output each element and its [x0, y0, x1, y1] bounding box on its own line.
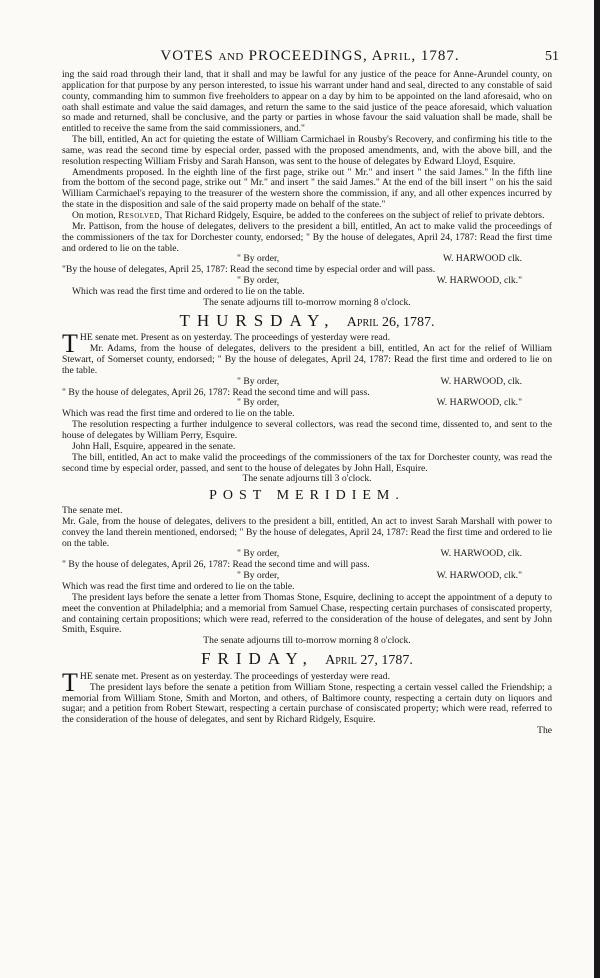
paragraph: Which was read the first time and ordered to lie on the table.: [62, 580, 295, 592]
by-order: " By order,: [237, 397, 280, 409]
running-header: [90, 48, 530, 65]
adjournment-note: The senate adjourns till 3 o'clock.: [242, 473, 372, 485]
clerk-signature: W. HARWOOD clk.: [442, 253, 522, 265]
day-date: April 26, 1787.: [346, 314, 435, 330]
document-body: [62, 70, 552, 737]
drop-cap: T: [62, 667, 78, 697]
header-proceedings: PROCEEDINGS,: [248, 48, 368, 64]
motion-lead: On motion,: [72, 209, 116, 221]
adjournment-note: The senate adjourns till to-morrow morning 8 o'clock.: [203, 296, 411, 308]
signature-line: [62, 276, 552, 287]
by-order: " By order,: [237, 570, 280, 582]
signature-line: [62, 377, 552, 388]
paragraph-text: HE senate met. Present as on yesterday. The proceedings of yesterday were read.: [79, 332, 390, 344]
motion-text: That Richard Ridgely, Esquire, be added to the conferees on the subject of relief to private debtors.: [164, 209, 545, 221]
clerk-signature: W. HARWOOD, clk.: [440, 375, 522, 387]
day-date: April 27, 1787.: [325, 653, 413, 669]
paragraph: Mr. Adams, from the house of delegates, delivers to the president a bill, entitled, An act for the relief of William Stewart, of Somerset county, endorsed; " By the house of delegates, April 24, 1787: Read the first time and ordered to lie on the table.: [62, 343, 552, 376]
day-name: THURSDAY,: [179, 310, 336, 330]
paragraph: John Hall, Esquire, appeared in the senate.: [72, 440, 236, 452]
day-name: FRIDAY,: [201, 649, 314, 669]
signature-line: [62, 571, 552, 582]
post-meridiem-heading: POST MERIDIEM.: [209, 488, 405, 504]
clerk-signature: W. HARWOOD, clk.": [436, 275, 522, 287]
clerk-signature: W. HARWOOD, clk.": [436, 397, 522, 409]
header-votes: VOTES: [160, 48, 214, 64]
day-heading: [62, 310, 552, 330]
by-order: " By order,: [237, 275, 280, 287]
paragraph: Mr. Pattison, from the house of delegates, delivers to the president a bill, entitled, An act to make valid the proceedings of the commissioners of the tax for Dorchester county, endorsed; " By the house of delegates, April 24, 1787: Read the first time and ordered to lie on the table.: [62, 220, 552, 254]
paragraph: " By the house of delegates, April 26, 1787: Read the second time and will pass.: [62, 386, 370, 398]
signature-line: [62, 398, 552, 409]
paragraph: The president lays before the senate a letter from Thomas Stone, Esquire, declining to accept the appointment of a deputy to meet the convention at Philadelphia; and a memorial from Samuel Chase, respecting certain purchases of consiscated property, and containing certain propositions; which were read, referred to the consideration of the house of delegates, and sent by John Smith, Esquire.: [62, 591, 552, 636]
paragraph: ing the said road through their land, that it shall and may be lawful for any justice of the peace for Anne-Arundel county, on application for that purpose by any person interested, to issue his warrant under hand and seal, directed to any constable of said county, commanding him to summon five freeholders to appear on a day by him to be appointed on the land aforesaid, who on oath shall estimate and value the said damages, and return the same to the said justice of the peace aforesaid, which valuation so made and returned, shall be conclusive, and the party or parties in whose favour the said valuation shall be made, shall be entitled to receive the same from the said commissioners, and.": [62, 69, 552, 135]
page-number: 51: [545, 49, 559, 64]
paragraph: The senate met.: [62, 505, 123, 517]
paragraph: "By the house of delegates, April 25, 1787: Read the second time by especial order and will pass.: [62, 264, 436, 276]
paragraph: " By the house of delegates, April 26, 1787: Read the second time and will pass.: [62, 559, 370, 571]
clerk-signature: W. HARWOOD, clk.: [440, 548, 522, 560]
by-order: " By order,: [237, 253, 280, 265]
clerk-signature: W. HARWOOD, clk.": [436, 570, 522, 582]
paragraph: Amendments proposed. In the eighth line of the first page, strike out " Mr." and insert " the said James." In the fifth line from the bottom of the second page, strike out " Mr." and insert " the said James." At the end of the bill insert " on his the said William Carmichael's repaying to the treasurer of the western shore the commission, if any, and all other expences incurred by the state in the disposition and sale of the said property made on behalf of the state.": [62, 166, 552, 211]
paragraph: The bill, entitled, An act for quieting the estate of William Carmichael in Rousby's Recovery, and confirming his title to the same, was read the second time by especial order, passed with the proposed amendments, and, with the above bill, and the resolution respecting William Frisby and Sarah Hanson, was sent to the house of delegates by Edward Lloyd, Esquire.: [62, 134, 552, 167]
drop-cap: T: [62, 329, 78, 359]
by-order: " By order,: [237, 548, 280, 560]
paragraph: The president lays before the senate a petition from William Stone, respecting a certain vessel called the Friendship; a memorial from William Stone, Smith and Morton, and others, of Baltimore county, respecting a certain duty on liquors and sugar; and a petition from Robert Stewart, respecting a certain purchase of consiscated property; which were read, referred to the consideration of the house of delegates, and sent by Richard Ridgely, Esquire.: [62, 681, 552, 726]
catchword: The: [537, 725, 552, 737]
adjournment-note: The senate adjourns till to-morrow morning 8 o'clock.: [203, 635, 411, 647]
by-order: " By order,: [237, 375, 280, 387]
paragraph-text: HE senate met. Present as on yesterday. The proceedings of yesterday were read.: [79, 670, 390, 682]
header-and: AND: [218, 51, 244, 63]
signature-line: [62, 549, 552, 560]
paragraph: The bill, entitled, An act to make valid the proceedings of the commissioners of the tax for Dorchester county, was read the second time by especial order, passed, and sent to the house of delegates by John Hall, Esquire.: [62, 451, 552, 474]
paragraph: Mr. Gale, from the house of delegates, delivers to the president a bill, entitled, An act to invest Sarah Marshall with power to convey the land therein mentioned, endorsed; " By the house of delegates, April 24, 1787: Read the first time and ordered to lie on the table.: [62, 515, 552, 549]
resolved-word: Resolved,: [118, 209, 163, 221]
paragraph: Which was read the first time and ordered to lie on the table.: [72, 285, 305, 297]
header-date: April, 1787.: [371, 48, 460, 64]
signature-line: [62, 254, 552, 265]
paragraph: The resolution respecting a further indulgence to several collectors, was read the second time, dissented to, and sent to the house of delegates by William Perry, Esquire.: [62, 419, 552, 441]
scan-edge: [594, 0, 600, 978]
paragraph: Which was read the first time and ordered to lie on the table.: [62, 408, 295, 420]
day-heading: [62, 649, 552, 669]
